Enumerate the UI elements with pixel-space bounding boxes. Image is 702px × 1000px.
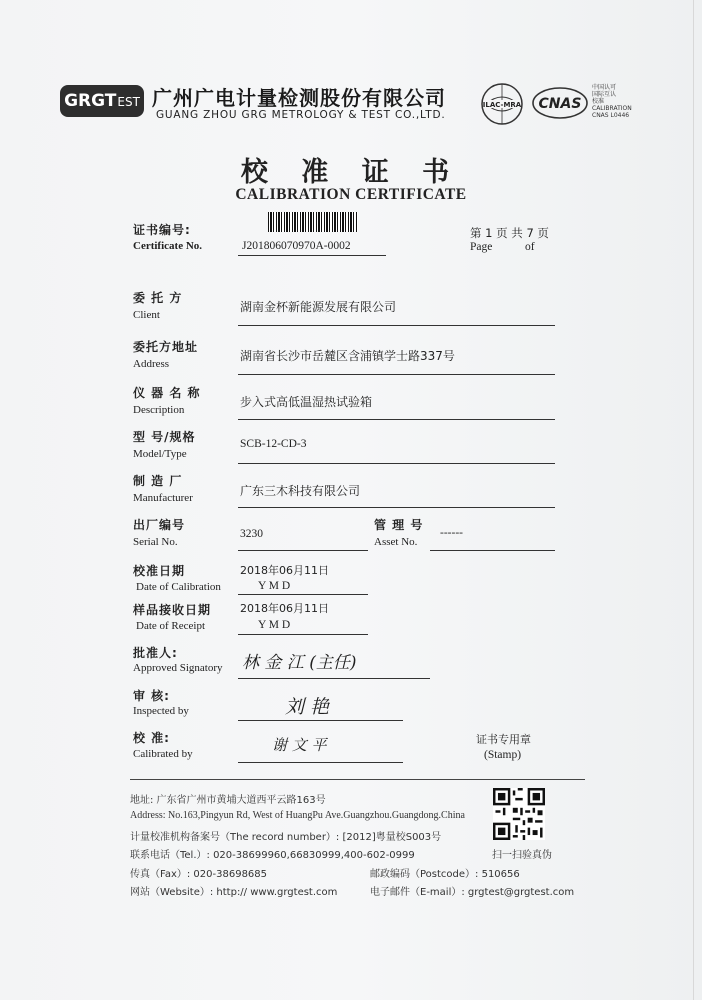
footer-divider [130,779,585,780]
date-receipt-underline [238,634,368,635]
calibrated-label-en: Calibrated by [133,748,193,760]
manufacturer-label-en: Manufacturer [133,492,193,504]
model-underline [238,463,555,464]
inspected-underline [238,720,403,721]
page-label-en: Page [470,241,493,253]
client-label-en: Client [133,309,160,321]
cnas-text: CNAS [538,96,582,112]
cnas-line: 国际互认 [592,91,617,98]
cnas-line: CALIBRATION [592,105,632,112]
calibrated-label-cn: 校 准: [133,731,170,745]
calibrated-underline [238,762,403,763]
model-value: SCB-12-CD-3 [240,438,307,450]
serial-underline [238,550,368,551]
date-cal-label-cn: 校准日期 [133,564,186,578]
logo-sub-text: EST [117,95,140,109]
client-value: 湖南金杯新能源发展有限公司 [240,300,397,314]
footer-email: 电子邮件（E-mail）: grgtest@grgtest.com [370,887,575,898]
inspected-label-cn: 审 核: [133,689,170,703]
cnas-line: CNAS L0446 [592,112,630,119]
company-name-en: GUANG ZHOU GRG METROLOGY & TEST CO.,LTD. [156,109,446,121]
asset-label-cn: 管 理 号 [374,518,424,532]
serial-label-cn: 出厂编号 [133,518,186,532]
asset-value: ------ [440,527,463,539]
cnas-accreditation-text [592,84,652,119]
model-label-cn: 型 号/规格 [133,430,196,444]
approved-underline [238,678,430,679]
cnas-line: 中国认可 [592,84,617,91]
date-cal-value: 2018年06月11日 [240,564,329,577]
cnas-line: 校准 [592,98,605,105]
date-receipt-label-cn: 样品接收日期 [133,603,212,617]
approved-label-en: Approved Signatory [133,662,223,674]
date-receipt-value: 2018年06月11日 [240,602,329,615]
footer-address-en: Address: No.163,Pingyun Rd, West of HuangPu Ave.Guangzhou.Guangdong.China [130,810,465,821]
date-cal-ymd: Y M D [258,580,291,592]
barcode [268,212,358,232]
logo-main-text: GRGT [64,91,117,111]
inspected-label-en: Inspected by [133,705,189,717]
page-count-cn: 第 1 页 共 7 页 [470,226,549,240]
address-underline [238,374,555,375]
client-label-cn: 委 托 方 [133,291,183,305]
footer-record-number: 计量校准机构备案号（The record number）: [2012]粤量校S003号 [130,832,442,843]
stamp-label-en: (Stamp) [484,749,522,761]
footer-address-cn: 地址: 广东省广州市黄埔大道西平云路163号 [130,795,326,806]
description-value: 步入式高低温湿热试验箱 [240,395,373,409]
description-label-cn: 仪 器 名 称 [133,386,201,400]
inspected-signature: 刘 艳 [285,696,330,718]
manufacturer-value: 广东三木科技有限公司 [240,484,361,498]
cert-no-value: J201806070970A-0002 [242,240,351,252]
cert-no-underline [238,255,386,256]
date-receipt-label-en: Date of Receipt [136,620,206,632]
date-cal-underline [238,594,368,595]
cnas-logo [532,86,588,120]
qr-scan-caption: 扫一扫验真伪 [492,850,552,861]
verification-qr-code [493,788,545,840]
address-label-cn: 委托方地址 [133,340,199,354]
of-label-en: of [525,241,535,253]
approved-signature: 林 金 江 (主任) [242,653,357,673]
manufacturer-underline [238,507,555,508]
serial-value: 3230 [240,528,263,540]
ilac-text: ILAC-MRA [482,101,522,109]
date-receipt-ymd: Y M D [258,619,291,631]
footer-website: 网站（Website）: http:// www.grgtest.com [130,887,338,898]
footer-postcode: 邮政编码（Postcode）: 510656 [370,869,520,880]
address-label-en: Address [133,358,170,370]
description-label-en: Description [133,404,185,416]
company-name-cn: 广州广电计量检测股份有限公司 [152,86,446,110]
footer-fax: 传真（Fax）: 020-38698685 [130,869,268,880]
serial-label-en: Serial No. [133,536,178,548]
cert-no-label-cn: 证书编号: [133,223,191,237]
cert-no-label-en: Certificate No. [133,240,203,252]
asset-underline [430,550,555,551]
asset-label-en: Asset No. [374,536,418,548]
stamp-label-cn: 证书专用章 [476,733,531,746]
ilac-mra-logo [480,82,524,126]
title-cn: 校 准 证 书 [240,157,462,188]
grgtest-logo [60,85,144,117]
description-underline [238,419,555,420]
title-en: CALIBRATION CERTIFICATE [235,186,467,203]
manufacturer-label-cn: 制 造 厂 [133,474,183,488]
address-value: 湖南省长沙市岳麓区含浦镇学士路337号 [240,349,455,363]
footer-telephone: 联系电话（Tel.）: 020-38699960,66830999,400-602-0999 [130,850,415,861]
date-cal-label-en: Date of Calibration [136,581,221,593]
client-underline [238,325,555,326]
calibrated-signature: 谢 文 平 [272,736,327,754]
approved-label-cn: 批准人: [133,646,178,660]
model-label-en: Model/Type [133,448,187,460]
